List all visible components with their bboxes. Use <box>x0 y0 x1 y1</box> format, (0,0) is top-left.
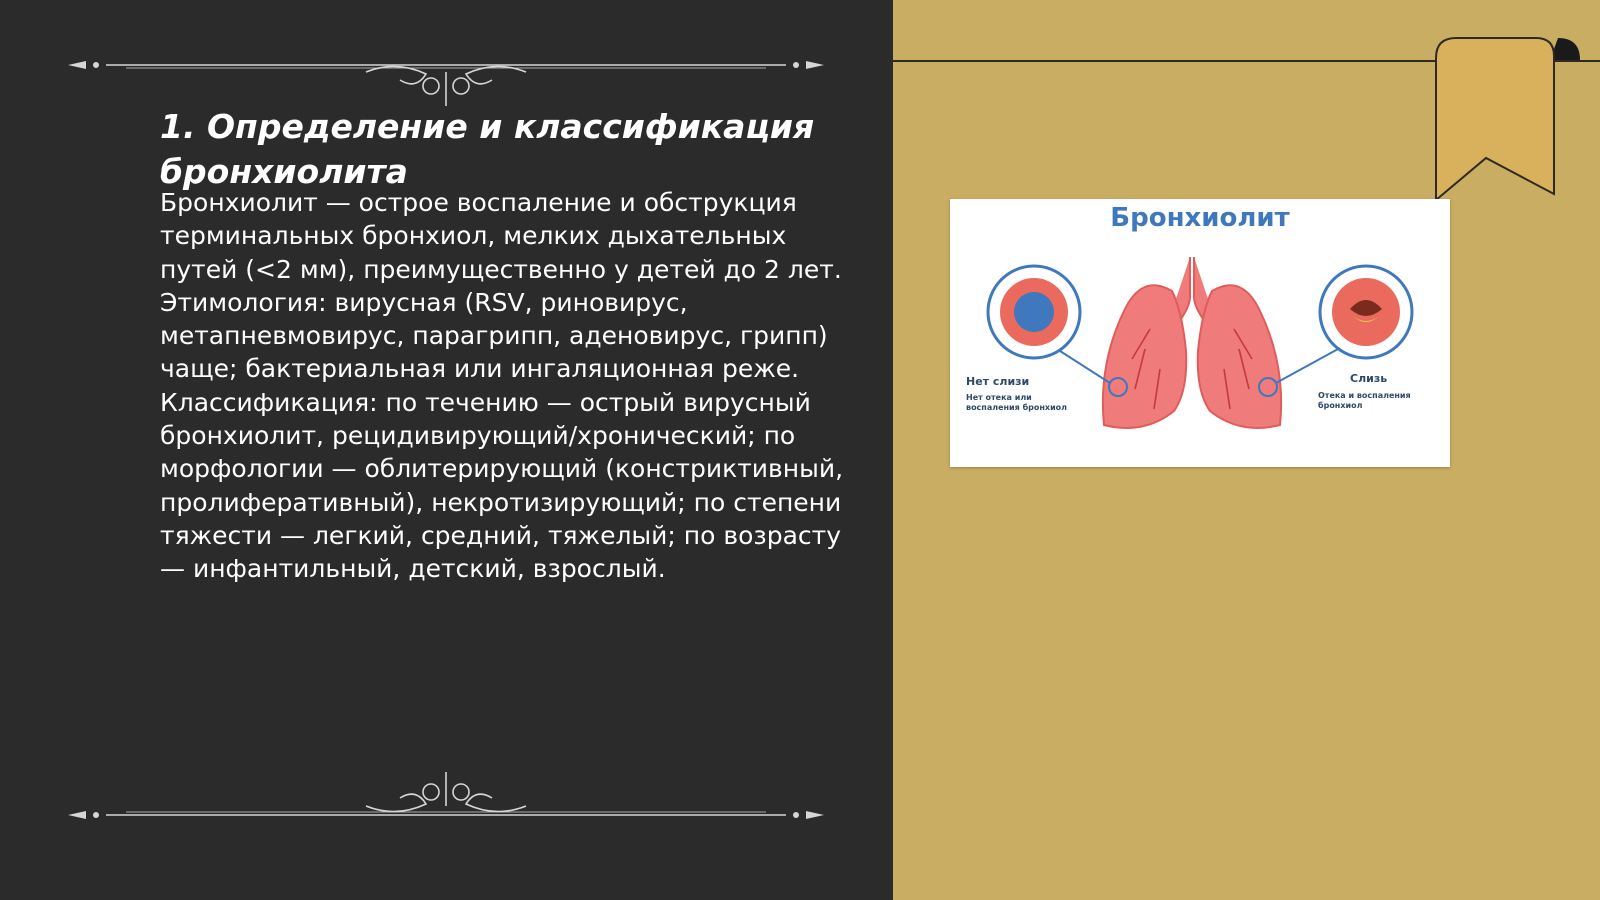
illustration-title: Бронхиолит <box>1110 203 1290 233</box>
bookmark-ribbon-icon <box>1434 36 1584 200</box>
ornamental-divider-bottom <box>66 770 826 830</box>
no-mucus-description: Нет отека или воспаления бронхиол <box>966 393 1068 412</box>
lungs-diagram <box>950 199 1450 467</box>
slide-title: 1. Определение и классификация бронхиолита <box>160 107 815 191</box>
bronchiolitis-illustration <box>950 199 1450 467</box>
ornamental-divider-top <box>66 48 826 108</box>
mucus-label: Слизь <box>1350 372 1388 385</box>
no-mucus-label: Нет слизи <box>966 375 1030 388</box>
slide-body-text: Бронхиолит — острое воспаление и обструкция терминальных бронхиол, мелких дыхательных путей (<2 мм), преимущественно у детей до 2 лет. Этимология: вирусная (RSV, риновирус, метапневмовирус, парагрипп, аденовирус, грипп) чаще; бактериальная или ингаляционная реже. Классификация: по течению — острый вирусный бронхиолит, рецидивирующий/хронический; по морфологии — облитерирующий (констриктивный, пролиферативный), некротизирующий; по степени тяжести — легкий, средний, тяжелый; по возрасту — инфантильный, детский, взрослый. <box>160 188 844 584</box>
mucus-description: Отека и воспаления бронхиол <box>1318 391 1411 410</box>
